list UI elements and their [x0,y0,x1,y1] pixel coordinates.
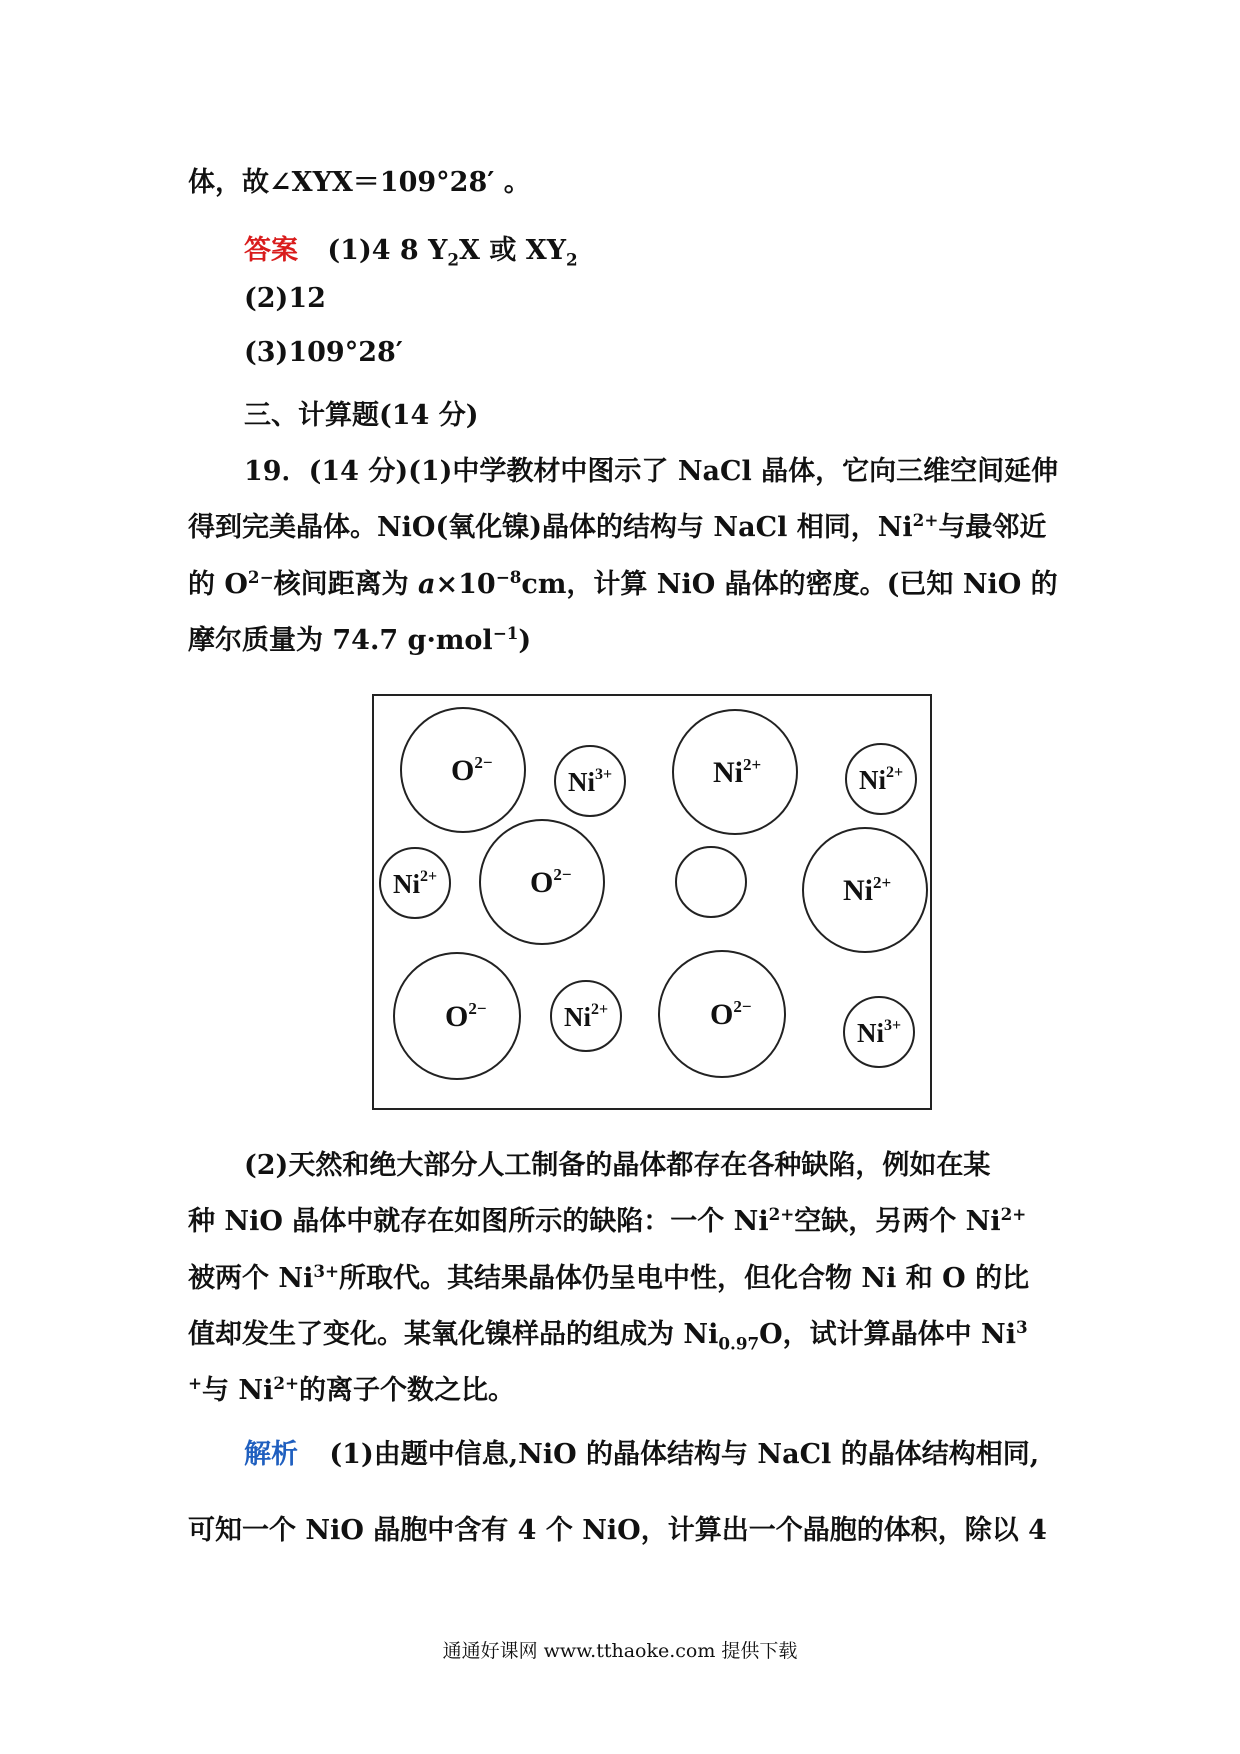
ion-label: $O^{2-}$ [530,865,572,899]
part-2-line-4: 值却发生了变化。某氧化镍样品的组成为 $Ni_{0.97}O$，试计算晶体中 Ni$^3$ [188,1317,1028,1354]
part-2-line-2: 种 NiO 晶体中就存在如图所示的缺陷：一个 $Ni^{2+}$空缺，另两个 $Ni^{2+}$ [188,1204,1027,1237]
ion-circle [676,847,746,917]
ion-charge: 2+ [743,755,762,774]
question-19-line-2: 得到完美晶体。NiO(氧化镍)晶体的结构与 NaCl 相同，$Ni^{2+}$与最邻近 [188,510,1047,543]
ion-label: $Ni^{2+}$ [713,755,762,789]
ion-label: $Ni^{2+}$ [859,764,904,795]
ion-charge: 2− [474,753,493,772]
analysis-label: 解析 [244,1439,298,1470]
ion-charge: 2+ [873,873,892,892]
ion-ni [551,981,621,1051]
ion-charge: 2− [733,997,752,1016]
ion-label: $O^{2-}$ [710,997,752,1031]
ion-charge: 2− [468,999,487,1018]
ion-charge: 2+ [591,1001,609,1018]
ion-o [394,953,520,1079]
ion-ni [846,744,916,814]
ion-charge: 2− [553,865,572,884]
ion-o [480,820,604,944]
analysis-line-2: 可知一个 NiO 晶胞中含有 4 个 NiO，计算出一个晶胞的体积，除以 4 [188,1515,1047,1546]
question-19-line-1: 19．(14 分)(1)中学教材中图示了 NaCl 晶体，它向三维空间延伸 [244,456,1059,487]
ion-ni [380,848,450,918]
ion-label: $Ni^{2+}$ [564,1001,609,1032]
part-2-line-3: 被两个 $Ni^{3+}$所取代。其结果晶体仍呈电中性，但化合物 Ni 和 O 的比 [188,1261,1030,1294]
ion-charge: 2+ [420,868,438,885]
part-2-line-5: +与 $Ni^{2+}$的离子个数之比。 [188,1373,516,1406]
footer-source: 通通好课网 www.tthaoke.com 提供下载 [442,1640,798,1662]
ion-charge: 2+ [886,764,904,781]
ion-ni [803,828,927,952]
section-heading: 三、计算题(14 分) [244,400,479,431]
text-line-1: 体，故∠XYX＝109°28′ 。 [188,167,531,198]
part-2-line-1: (2)天然和绝大部分人工制备的晶体都存在各种缺陷，例如在某 [244,1150,991,1181]
ion-label: $Ni^{3+}$ [857,1017,902,1048]
nio-defect-figure [372,694,932,1110]
ion-o [401,708,525,832]
ion-label: $Ni^{2+}$ [393,868,438,899]
answer-line-1: 答案 (1)4 8 $Y_2X$ 或 $XY_2$ [244,235,578,270]
ion-label: $O^{2-}$ [451,753,493,787]
ion-o [659,951,785,1077]
ion-label: $O^{2-}$ [445,999,487,1033]
answer-line-2: (2)12 [244,283,326,314]
analysis-line-1: 解析 (1)由题中信息,NiO 的晶体结构与 NaCl 的晶体结构相同, [244,1439,1040,1470]
ion-label: $Ni^{3+}$ [568,766,613,797]
ion-ni [673,710,797,834]
ion-vacancy [676,847,746,917]
ion-ni [844,997,914,1067]
question-19-line-3: 的 $O^{2-}$核间距离为 $a\times 10^{-8}cm$，计算 NiO 晶体的密度。(已知 NiO 的 [188,567,1058,600]
ion-charge: 3+ [595,766,613,783]
ion-label: $Ni^{2+}$ [843,873,892,907]
question-19-line-4: 摩尔质量为 74.7 g·mol$^{-1}$) [188,623,532,656]
answer-line-3: (3)109°28′ [244,337,403,368]
ion-charge: 3+ [884,1017,902,1034]
answer-label: 答案 [244,235,298,266]
ion-ni [555,746,625,816]
